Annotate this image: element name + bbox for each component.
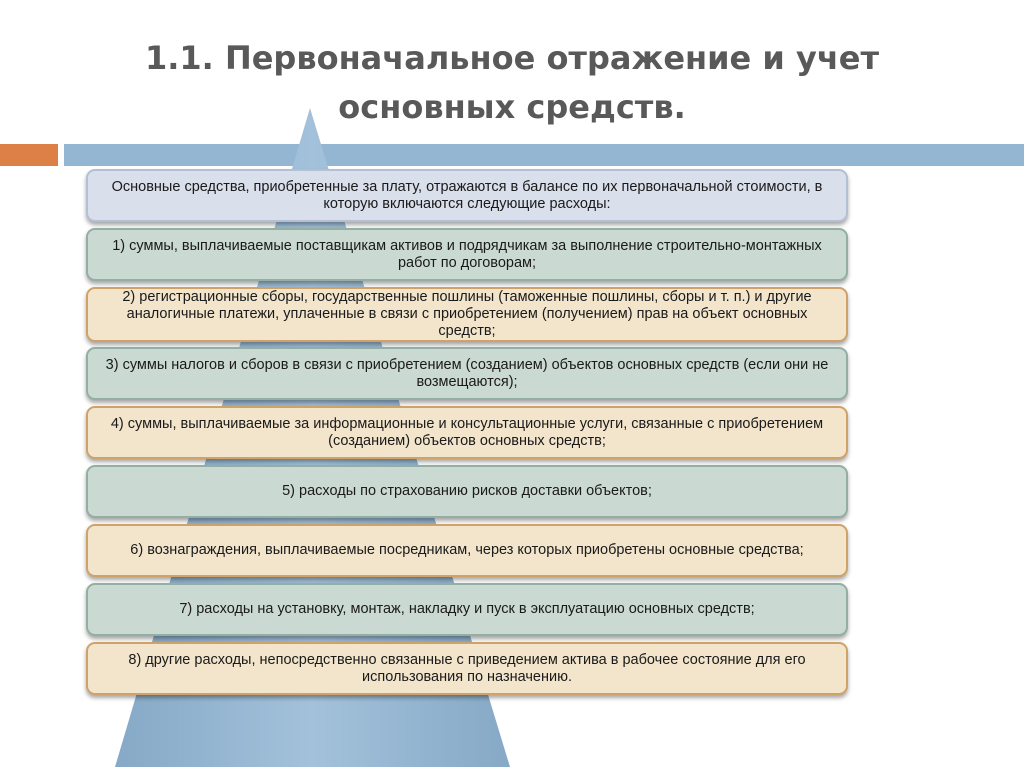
item-text-6: 6) вознаграждения, выплачиваемые посредникам, через которых приобретены основные средства; <box>130 542 804 558</box>
page-title: 1.1. Первоначальное отражение и учет основных средств. <box>144 39 880 126</box>
list-item <box>86 228 848 281</box>
item-text-4: 4) суммы, выплачиваемые за информационные и консультационные услуги, связанные с приобретением (созданием) объектов основных средств; <box>110 415 824 449</box>
list-item <box>86 287 848 342</box>
intro-box <box>86 169 848 222</box>
list-item <box>86 642 848 695</box>
intro-text: Основные средства, приобретенные за плату, отражаются в балансе по их первоначальной стоимости, в которую включаются следующие расходы: <box>111 178 823 212</box>
item-text-7: 7) расходы на установку, монтаж, накладку и пуск в эксплуатацию основных средств; <box>179 601 755 617</box>
list-item <box>86 406 848 459</box>
item-text-8: 8) другие расходы, непосредственно связанные с приведением актива в рабочее состояние для его использования по назначению. <box>128 651 806 685</box>
item-text-1: 1) суммы, выплачиваемые поставщикам активов и подрядчикам за выполнение строительно-монтажных работ по договорам; <box>112 237 822 271</box>
item-text-5: 5) расходы по страхованию рисков доставки объектов; <box>282 483 652 499</box>
list-item <box>86 583 848 636</box>
item-text-3: 3) суммы налогов и сборов в связи с приобретением (созданием) объектов основных средств (если они не возмещаются); <box>105 356 829 390</box>
list-item <box>86 465 848 518</box>
list-item <box>86 347 848 400</box>
list-item <box>86 524 848 577</box>
item-text-2: 2) регистрационные сборы, государственные пошлины (таможенные пошлины, сборы и т. п.) и другие аналогичные платежи, уплаченные в связи с приобретением (получением) прав на объект основных средств; <box>122 289 812 339</box>
